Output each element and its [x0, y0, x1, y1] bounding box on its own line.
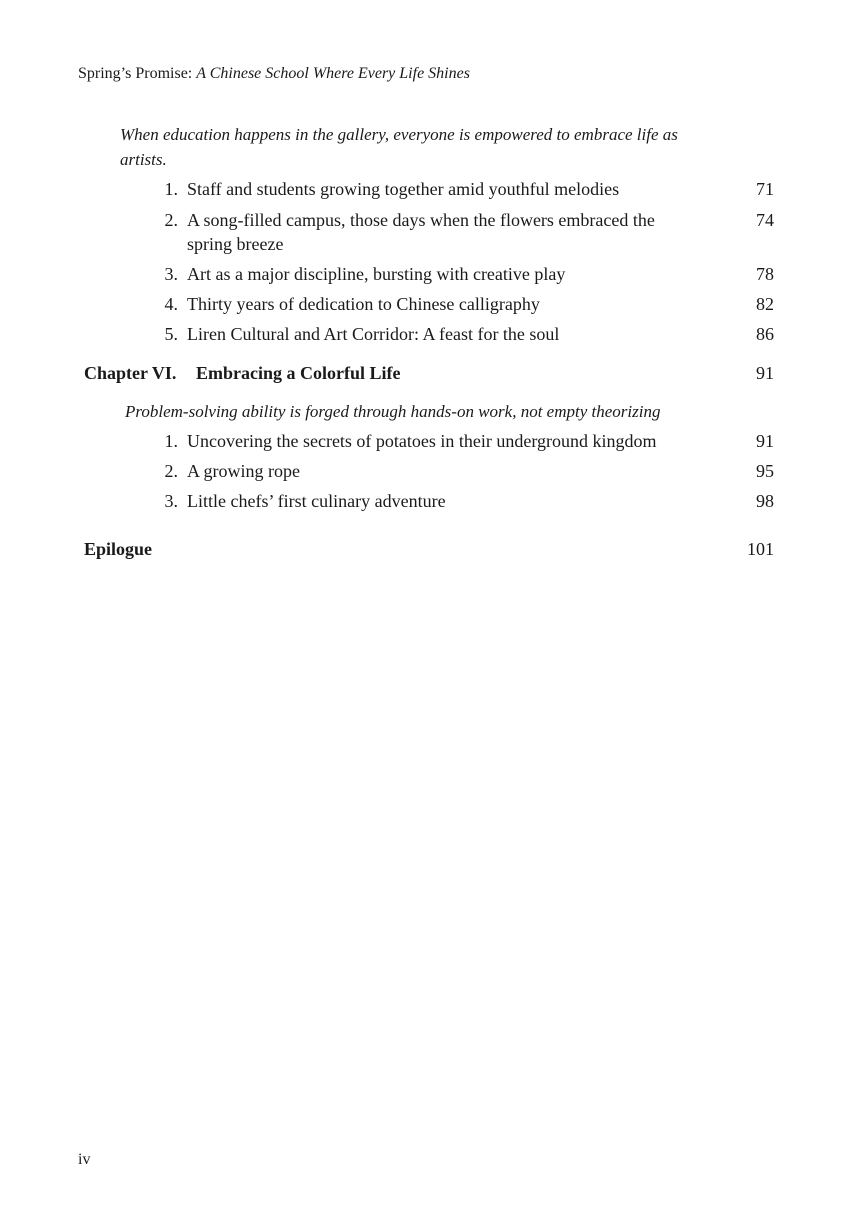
entry-number: 5.	[164, 324, 178, 344]
entry-number: 2.	[164, 210, 178, 230]
entry-page: 78	[756, 264, 774, 284]
entry-page: 91	[756, 431, 774, 451]
entry-title: Uncovering the secrets of potatoes in their underground kingdom	[187, 431, 657, 451]
entry-number: 3.	[164, 264, 178, 284]
entry-title: Little chefs’ first culinary adventure	[187, 491, 446, 511]
book-title: Spring’s Promise:	[78, 65, 193, 82]
entry-page: 86	[756, 324, 774, 344]
section-epigraph: When education happens in the gallery, everyone is empowered to embrace life as artists.	[120, 125, 678, 169]
chapter-page: 91	[756, 363, 774, 383]
entry-title: Staff and students growing together amid youthful melodies	[187, 179, 620, 199]
running-header	[78, 64, 470, 84]
entry-page: 98	[756, 491, 774, 511]
entry-title: Liren Cultural and Art Corridor: A feast for the soul	[187, 324, 560, 344]
entry-number: 1.	[164, 431, 178, 451]
entry-number: 4.	[164, 294, 178, 314]
entry-number: 1.	[164, 179, 178, 199]
entry-number: 3.	[164, 491, 178, 511]
chapter-epigraph: Problem-solving ability is forged through hands-on work, not empty theorizing	[125, 402, 661, 421]
page-number: iv	[78, 1151, 91, 1168]
epilogue-page: 101	[747, 539, 774, 559]
entry-title: Thirty years of dedication to Chinese calligraphy	[187, 294, 540, 314]
entry-number: 2.	[164, 461, 178, 481]
entry-title: Art as a major discipline, bursting with creative play	[187, 264, 566, 284]
entry-page: 71	[756, 179, 774, 199]
entry-page: 82	[756, 294, 774, 314]
entry-page: 95	[756, 461, 774, 481]
entry-page: 74	[756, 210, 774, 230]
entry-title: A song-filled campus, those days when the flowers embraced the spring breeze	[187, 210, 655, 254]
chapter-title: Embracing a Colorful Life	[196, 363, 401, 383]
epilogue-label: Epilogue	[84, 539, 153, 559]
entry-title: A growing rope	[187, 461, 300, 481]
book-subtitle: A Chinese School Where Every Life Shines	[196, 65, 470, 82]
chapter-label: Chapter VI.	[84, 363, 177, 383]
